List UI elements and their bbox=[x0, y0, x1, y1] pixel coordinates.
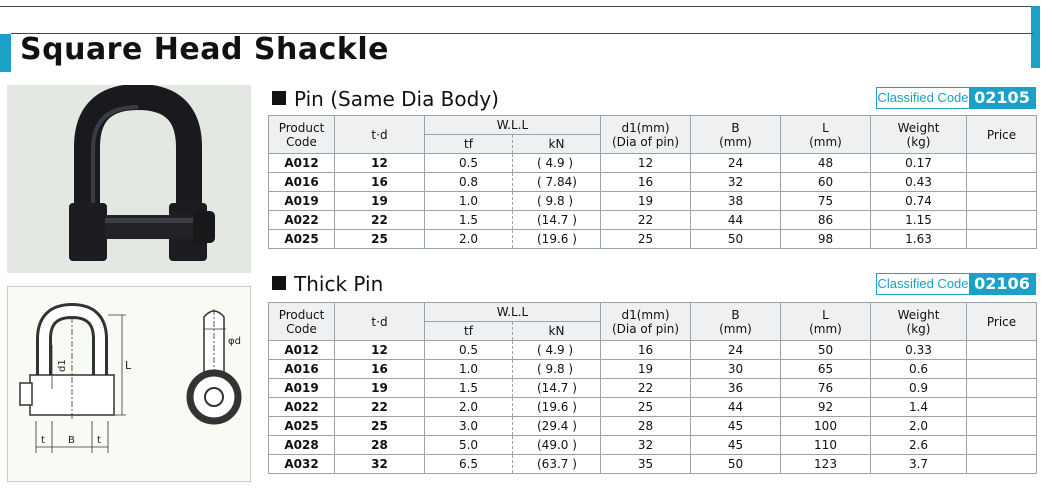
cell-kn: ( 4.9 ) bbox=[513, 154, 601, 173]
spec-rows-thick-pin bbox=[269, 341, 1037, 474]
cell-d1: 28 bbox=[601, 417, 691, 436]
cell-L: 60 bbox=[781, 173, 871, 192]
header-wll: W.L.L bbox=[425, 303, 601, 322]
header-L: L (mm) bbox=[781, 116, 871, 154]
square-bullet-icon bbox=[272, 91, 286, 105]
cell-kn: (19.6 ) bbox=[513, 230, 601, 249]
diagram-label-t-right: t bbox=[97, 435, 101, 446]
diagram-label-phi-d: φd bbox=[228, 336, 241, 347]
header-kn: kN bbox=[513, 322, 601, 341]
cell-product-code: A025 bbox=[269, 417, 335, 436]
cell-B: 45 bbox=[691, 417, 781, 436]
cell-kn: ( 9.8 ) bbox=[513, 360, 601, 379]
cell-kn: ( 9.8 ) bbox=[513, 192, 601, 211]
cell-price bbox=[967, 417, 1037, 436]
table-row bbox=[269, 173, 1037, 192]
cell-price bbox=[967, 455, 1037, 474]
cell-product-code: A025 bbox=[269, 230, 335, 249]
header-product-code: Product Code bbox=[269, 303, 335, 341]
cell-kn: (49.0 ) bbox=[513, 436, 601, 455]
cell-price bbox=[967, 230, 1037, 249]
cell-d1: 19 bbox=[601, 360, 691, 379]
spec-rows-pin bbox=[269, 154, 1037, 249]
header-d1: d1(mm) (Dia of pin) bbox=[601, 116, 691, 154]
table-row bbox=[269, 211, 1037, 230]
table-row bbox=[269, 436, 1037, 455]
table-row bbox=[269, 455, 1037, 474]
cell-d1: 19 bbox=[601, 192, 691, 211]
header-kn: kN bbox=[513, 135, 601, 154]
header-L: L (mm) bbox=[781, 303, 871, 341]
diagram-label-d1: d1 bbox=[57, 359, 68, 372]
cell-L: 50 bbox=[781, 341, 871, 360]
cell-d1: 22 bbox=[601, 211, 691, 230]
cell-kn: ( 7.84) bbox=[513, 173, 601, 192]
cell-price bbox=[967, 341, 1037, 360]
cell-kn: (14.7 ) bbox=[513, 211, 601, 230]
cell-kn: (19.6 ) bbox=[513, 398, 601, 417]
cell-d1: 16 bbox=[601, 173, 691, 192]
header-weight: Weight (kg) bbox=[871, 116, 967, 154]
cell-d1: 35 bbox=[601, 455, 691, 474]
cell-L: 48 bbox=[781, 154, 871, 173]
cell-tf: 0.8 bbox=[425, 173, 513, 192]
classified-code-value: 02106 bbox=[969, 274, 1035, 294]
cell-L: 76 bbox=[781, 379, 871, 398]
cell-price bbox=[967, 360, 1037, 379]
cell-B: 44 bbox=[691, 398, 781, 417]
cell-tf: 1.5 bbox=[425, 379, 513, 398]
cell-L: 110 bbox=[781, 436, 871, 455]
table-row bbox=[269, 417, 1037, 436]
cell-product-code: A016 bbox=[269, 360, 335, 379]
cell-price bbox=[967, 211, 1037, 230]
cell-price bbox=[967, 173, 1037, 192]
cell-product-code: A019 bbox=[269, 379, 335, 398]
cell-B: 32 bbox=[691, 173, 781, 192]
spec-table-pin bbox=[268, 115, 1037, 249]
cell-weight: 1.4 bbox=[871, 398, 967, 417]
cell-B: 36 bbox=[691, 379, 781, 398]
cell-d1: 12 bbox=[601, 154, 691, 173]
cell-d1: 25 bbox=[601, 398, 691, 417]
classified-code-badge bbox=[876, 87, 1036, 109]
cell-L: 98 bbox=[781, 230, 871, 249]
cell-B: 45 bbox=[691, 436, 781, 455]
cell-tf: 3.0 bbox=[425, 417, 513, 436]
cell-weight: 0.74 bbox=[871, 192, 967, 211]
cell-weight: 0.17 bbox=[871, 154, 967, 173]
header-tf: tf bbox=[425, 135, 513, 154]
table-row bbox=[269, 341, 1037, 360]
square-bullet-icon bbox=[272, 276, 286, 290]
cell-weight: 0.33 bbox=[871, 341, 967, 360]
classified-code-label: Classified Code bbox=[877, 90, 969, 105]
product-photo bbox=[7, 85, 251, 273]
cell-weight: 0.6 bbox=[871, 360, 967, 379]
header-price: Price bbox=[967, 303, 1037, 341]
cell-tf: 2.0 bbox=[425, 398, 513, 417]
cell-td: 19 bbox=[335, 379, 425, 398]
cell-td: 12 bbox=[335, 341, 425, 360]
table-row bbox=[269, 398, 1037, 417]
cell-td: 32 bbox=[335, 455, 425, 474]
cell-B: 24 bbox=[691, 154, 781, 173]
header-weight: Weight (kg) bbox=[871, 303, 967, 341]
cell-tf: 0.5 bbox=[425, 154, 513, 173]
cell-product-code: A022 bbox=[269, 211, 335, 230]
page-title: Square Head Shackle bbox=[20, 32, 389, 67]
shackle-photo-illustration bbox=[7, 85, 251, 273]
cell-L: 86 bbox=[781, 211, 871, 230]
cell-weight: 0.9 bbox=[871, 379, 967, 398]
cell-tf: 1.0 bbox=[425, 360, 513, 379]
cell-price bbox=[967, 436, 1037, 455]
cell-td: 22 bbox=[335, 211, 425, 230]
cell-product-code: A028 bbox=[269, 436, 335, 455]
header-B: B (mm) bbox=[691, 303, 781, 341]
right-accent-bar bbox=[1031, 6, 1040, 68]
section-title-thick-pin: Thick Pin bbox=[272, 272, 383, 296]
cell-weight: 2.6 bbox=[871, 436, 967, 455]
cell-td: 25 bbox=[335, 417, 425, 436]
header-B: B (mm) bbox=[691, 116, 781, 154]
cell-price bbox=[967, 154, 1037, 173]
cell-weight: 2.0 bbox=[871, 417, 967, 436]
cell-weight: 0.43 bbox=[871, 173, 967, 192]
classified-code-value: 02105 bbox=[969, 88, 1035, 108]
cell-kn: (63.7 ) bbox=[513, 455, 601, 474]
table-row bbox=[269, 230, 1037, 249]
section-title-pin: Pin (Same Dia Body) bbox=[272, 87, 499, 111]
cell-td: 28 bbox=[335, 436, 425, 455]
cell-td: 16 bbox=[335, 360, 425, 379]
cell-kn: ( 4.9 ) bbox=[513, 341, 601, 360]
diagram-label-L: L bbox=[125, 359, 132, 372]
cell-d1: 32 bbox=[601, 436, 691, 455]
classified-code-badge bbox=[876, 273, 1036, 295]
cell-tf: 6.5 bbox=[425, 455, 513, 474]
header-price: Price bbox=[967, 116, 1037, 154]
cell-weight: 1.15 bbox=[871, 211, 967, 230]
cell-tf: 1.0 bbox=[425, 192, 513, 211]
table-row bbox=[269, 360, 1037, 379]
cell-tf: 5.0 bbox=[425, 436, 513, 455]
cell-B: 44 bbox=[691, 211, 781, 230]
cell-product-code: A032 bbox=[269, 455, 335, 474]
table-row bbox=[269, 379, 1037, 398]
cell-tf: 1.5 bbox=[425, 211, 513, 230]
diagram-label-B: B bbox=[68, 435, 75, 446]
cell-product-code: A022 bbox=[269, 398, 335, 417]
cell-price bbox=[967, 398, 1037, 417]
cell-d1: 16 bbox=[601, 341, 691, 360]
cell-td: 25 bbox=[335, 230, 425, 249]
header-td: t·d bbox=[335, 116, 425, 154]
header-d1: d1(mm) (Dia of pin) bbox=[601, 303, 691, 341]
cell-td: 12 bbox=[335, 154, 425, 173]
cell-product-code: A019 bbox=[269, 192, 335, 211]
header-td: t·d bbox=[335, 303, 425, 341]
cell-L: 123 bbox=[781, 455, 871, 474]
header-product-code: Product Code bbox=[269, 116, 335, 154]
cell-product-code: A012 bbox=[269, 341, 335, 360]
cell-B: 50 bbox=[691, 455, 781, 474]
cell-kn: (14.7 ) bbox=[513, 379, 601, 398]
cell-td: 16 bbox=[335, 173, 425, 192]
left-accent-bar bbox=[0, 34, 11, 72]
classified-code-label: Classified Code bbox=[877, 276, 969, 291]
cell-td: 19 bbox=[335, 192, 425, 211]
diagram-label-t-left: t bbox=[41, 435, 45, 446]
header-wll: W.L.L bbox=[425, 116, 601, 135]
cell-kn: (29.4 ) bbox=[513, 417, 601, 436]
cell-weight: 3.7 bbox=[871, 455, 967, 474]
cell-price bbox=[967, 379, 1037, 398]
cell-weight: 1.63 bbox=[871, 230, 967, 249]
top-rule bbox=[0, 6, 1040, 7]
cell-td: 22 bbox=[335, 398, 425, 417]
cell-B: 38 bbox=[691, 192, 781, 211]
table-row bbox=[269, 192, 1037, 211]
cell-B: 24 bbox=[691, 341, 781, 360]
cell-tf: 2.0 bbox=[425, 230, 513, 249]
cell-tf: 0.5 bbox=[425, 341, 513, 360]
cell-product-code: A016 bbox=[269, 173, 335, 192]
cell-L: 100 bbox=[781, 417, 871, 436]
dimension-diagram bbox=[7, 286, 251, 482]
header-tf: tf bbox=[425, 322, 513, 341]
cell-price bbox=[967, 192, 1037, 211]
cell-B: 30 bbox=[691, 360, 781, 379]
spec-table-thick-pin bbox=[268, 302, 1037, 474]
cell-d1: 25 bbox=[601, 230, 691, 249]
cell-d1: 22 bbox=[601, 379, 691, 398]
cell-L: 65 bbox=[781, 360, 871, 379]
cell-L: 75 bbox=[781, 192, 871, 211]
table-row bbox=[269, 154, 1037, 173]
cell-product-code: A012 bbox=[269, 154, 335, 173]
cell-B: 50 bbox=[691, 230, 781, 249]
cell-L: 92 bbox=[781, 398, 871, 417]
